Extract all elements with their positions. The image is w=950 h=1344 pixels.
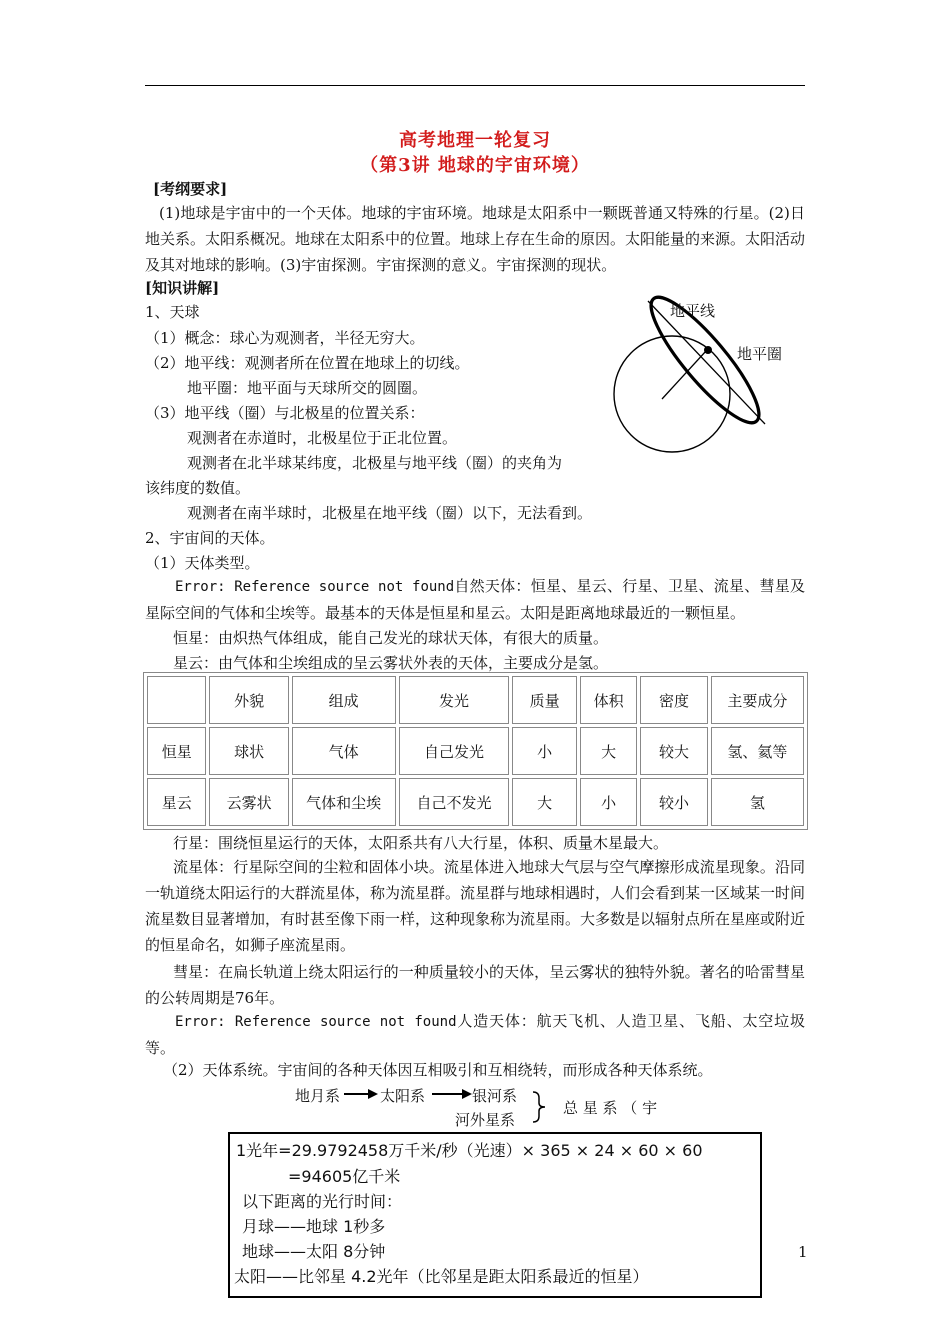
outline-paragraph: (1)地球是宇宙中的一个天体。地球的宇宙环境。地球是太阳系中一颗既普通又特殊的行星。(2)日地关系。太阳系概况。地球在太阳系中的位置。地球上存在生命的原因。太阳能量的来源。太阳活动及其对地球的影响。(3)宇宙探测。宇宙探测的意义。宇宙探测的现状。 [145,204,806,274]
comet-paragraph: 彗星：在扁长轨道上绕太阳运行的一种质量较小的天体，呈云雾状的独特外貌。著名的哈雷彗星的公转周期是76年。 [145,963,805,1007]
item-horizon-circle: 地平圈：地平面与天球所交的圆圈。 [187,379,428,397]
light-year-box [228,1132,762,1298]
table-cell: 氢、氦等 [711,727,804,775]
table-cell: 自己发光 [399,727,510,775]
table-cell: 密度 [640,676,707,724]
table-cell: 自己不发光 [399,778,510,826]
table-cell: 小 [580,778,637,826]
table-cell: 星云 [147,778,206,826]
item-polaris-relation: （3）地平线（圈）与北极星的位置关系： [145,404,425,422]
table-cell [147,676,206,724]
system-galaxy: 银河系 [472,1087,518,1105]
section-outline-heading: [考纲要求] [153,180,228,198]
box-line-2: =94605亿千米 [288,1167,401,1186]
section-knowledge-heading: [知识讲解] [145,279,220,297]
item-celestial-bodies: 2、宇宙间的天体。 [145,529,275,547]
system-universe: 总 星 系 （ 宇 [563,1099,658,1116]
table-cell: 球状 [209,727,288,775]
polaris-dot [704,346,712,354]
table-cell: 体积 [580,676,637,724]
table-cell: 外貌 [209,676,288,724]
table-cell: 质量 [512,676,576,724]
brace-icon [530,1090,550,1124]
planet-definition: 行星：围绕恒星运行的天体，太阳系共有八大行星，体积、质量木星最大。 [173,834,669,852]
artificial-bodies-paragraph [145,1008,805,1061]
item-celestial-systems: （2）天体系统。宇宙间的各种天体因互相吸引和互相绕转，而形成各种天体系统。 [163,1061,713,1079]
table-cell: 较小 [640,778,707,826]
arrow-right-icon [432,1088,472,1100]
table-cell: 大 [512,778,576,826]
table-row [147,778,804,826]
observer-radius [662,351,706,399]
table-cell: 小 [512,727,576,775]
table-cell: 云雾状 [209,778,288,826]
error-reference: Error: Reference source not found [175,1014,457,1030]
star-definition: 恒星：由炽热气体组成，能自己发光的球状天体，有很大的质量。 [173,629,609,647]
box-line-6: 太阳——比邻星 4.2光年（比邻星是距太阳系最近的恒星） [234,1267,649,1286]
table-cell: 氢 [711,778,804,826]
item-north-observer: 观测者在北半球某纬度，北极星与地平线（圈）的夹角为 [187,454,563,472]
item-body-types: （1）天体类型。 [145,554,260,572]
page-number: 1 [798,1243,808,1261]
box-line-3: 以下距离的光行时间： [242,1192,403,1211]
title-line-2: （第3讲 地球的宇宙环境） [360,155,590,176]
label-horizon-line: 地平线 [670,302,716,320]
table-cell: 主要成分 [711,676,804,724]
item-equator-observer: 观测者在赤道时，北极星位于正北位置。 [187,429,458,447]
star-nebula-table [143,672,808,830]
table-cell: 气体和尘埃 [292,778,396,826]
nebula-definition: 星云：由气体和尘埃组成的呈云雾状外表的天体，主要成分是氢。 [173,654,609,672]
title-line-1: 高考地理一轮复习 [399,130,551,151]
box-line-1: 1光年=29.9792458万千米/秒（光速）× 365 × 24 × 60 × 60 [236,1141,703,1160]
label-horizon-circle: 地平圈 [737,345,783,363]
table-cell: 恒星 [147,727,206,775]
box-line-4: 月球——地球 1秒多 [242,1217,386,1236]
system-earth-moon: 地月系 [295,1087,341,1105]
item-concept: （1）概念：球心为观测者，半径无穷大。 [145,329,425,347]
error-reference: Error: Reference source not found [175,579,455,595]
item-south-observer: 观测者在南半球时，北极星在地平线（圈）以下，无法看到。 [187,504,593,522]
natural-bodies-text: 自然天体：恒星、星云、行星、卫星、流星、彗星及星际空间的气体和尘埃等。最基本的天体是恒星和星云。太阳是距离地球最近的一颗恒星。 [145,577,805,622]
arrow-right-icon [344,1088,378,1100]
table-header-row [147,676,804,724]
item-north-observer-cont: 该纬度的数值。 [145,479,251,497]
item-horizon-line: （2）地平线：观测者所在位置在地球上的切线。 [145,354,470,372]
item-celestial-sphere: 1、天球 [145,303,200,321]
table-row [147,727,804,775]
table-cell: 发光 [399,676,510,724]
table-cell: 大 [580,727,637,775]
table-cell: 较大 [640,727,707,775]
natural-bodies-paragraph [145,573,805,626]
artificial-bodies-text: 人造天体：航天飞机、人造卫星、飞船、太空垃圾等。 [145,1012,805,1057]
meteor-paragraph: 流星体：行星际空间的尘粒和固体小块。流星体进入地球大气层与空气摩擦形成流星现象。沿同一轨道绕太阳运行的大群流星体，称为流星群。流星群与地球相遇时，人们会看到某一区域某一时间流星数目显著增加，有时甚至像下雨一样，这种现象称为流星雨。大多数是以辐射点所在星座或附近的恒星命名，如狮子座流星雨。 [145,858,806,954]
header-rule [145,85,805,86]
system-extragalactic: 河外星系 [455,1111,516,1129]
box-line-5: 地球——太阳 8分钟 [242,1242,386,1261]
table-cell: 组成 [292,676,396,724]
table-cell: 气体 [292,727,396,775]
system-solar: 太阳系 [380,1087,426,1105]
